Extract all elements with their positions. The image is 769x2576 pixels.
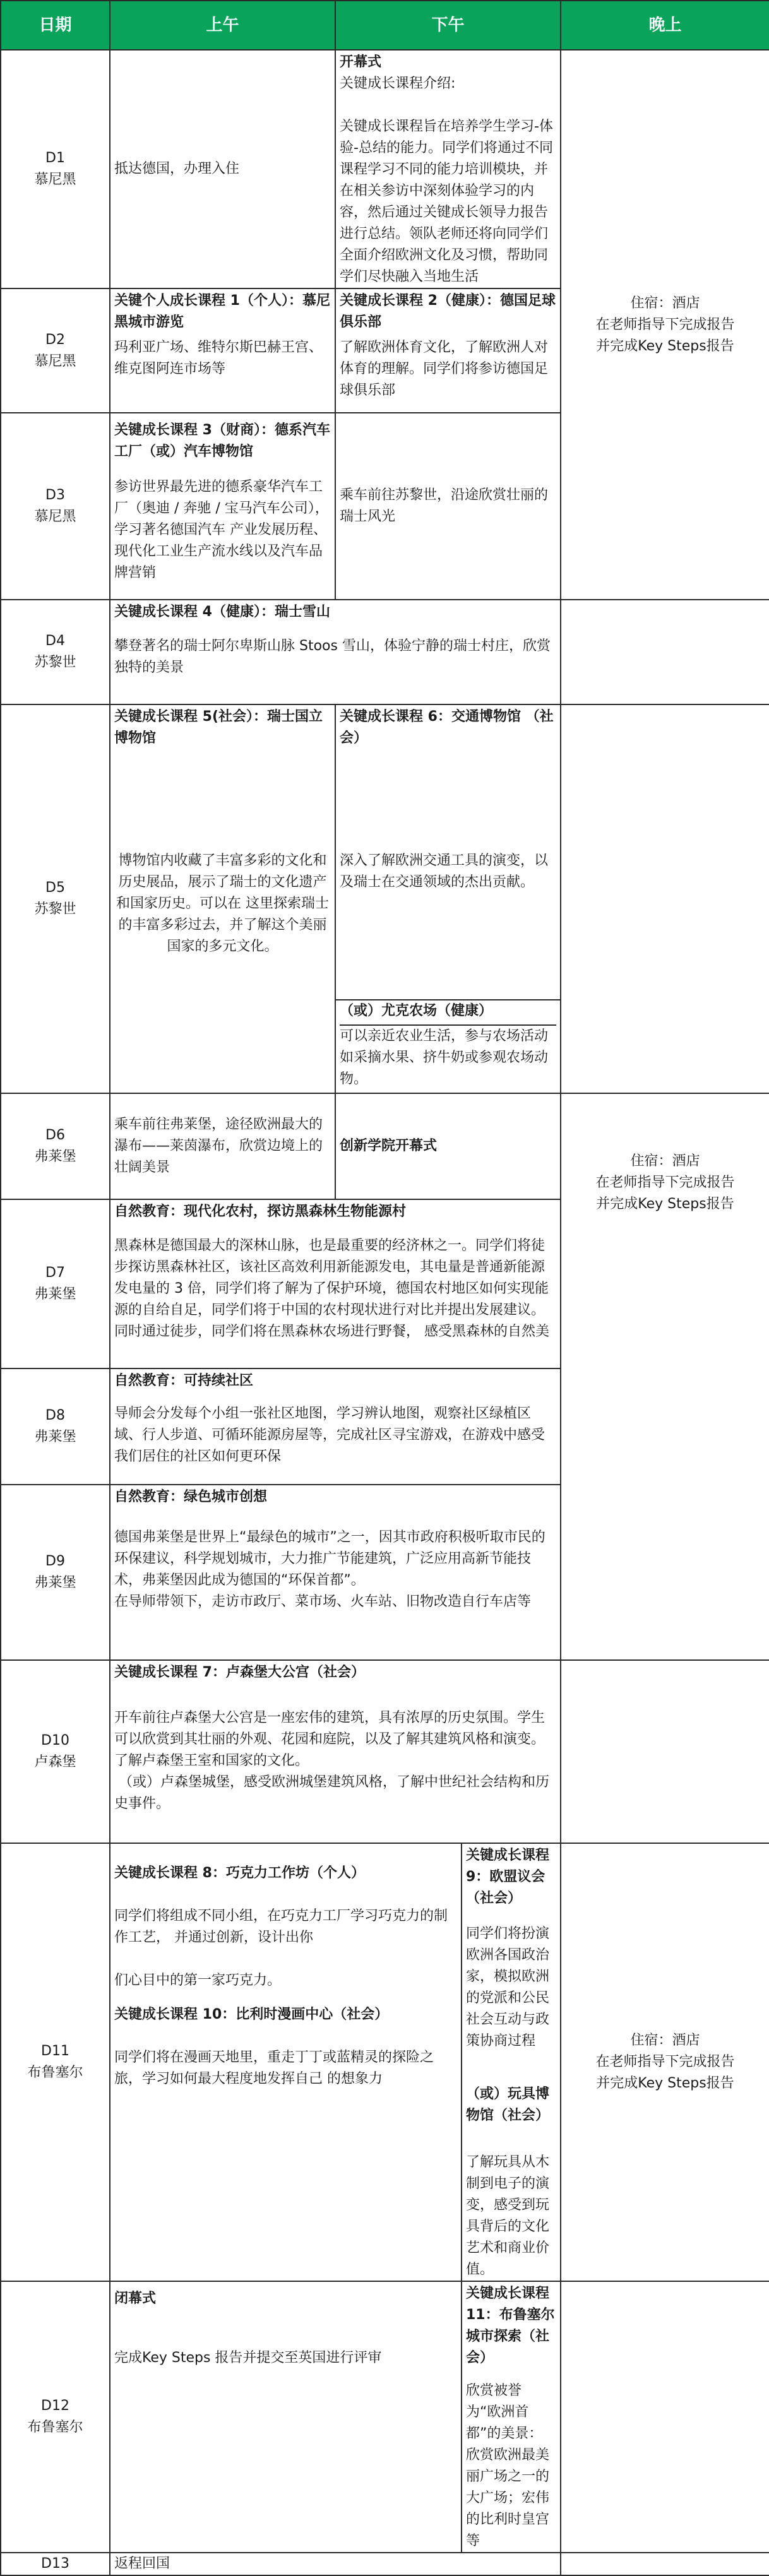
- pm-cell: [335, 413, 561, 600]
- pm-cell: [335, 1093, 561, 1199]
- day-row-d11: [1, 1843, 769, 2281]
- activity-title: 自然教育：可持续社区: [114, 1373, 254, 1389]
- day-cell: [1, 1093, 110, 1199]
- pm-body: 同学们将扮演欧洲各国政治家，模拟欧洲的党派和公民社会互动与政策协商过程: [466, 1926, 550, 2049]
- am-cell: [110, 288, 335, 413]
- am-cell: [110, 50, 335, 288]
- full-day-cell: [110, 2553, 561, 2575]
- pm-body: 乘车前往苏黎世，沿途欣赏壮丽的瑞士风光: [340, 487, 549, 525]
- am-body: 玛利亚广场、维特尔斯巴赫王宫、维克图阿连市场等: [114, 340, 323, 377]
- pm-body: 关键成长课程介绍: 关键成长课程旨在培养学生学习-体验-总结的能力。同学们将通过不同课程学习不同的能力培训模块，并在相关参访中深刻体验学习的内容，然后通过关键成长领导力报告进行总结。领队老师还将向同学们全面介绍欧洲文化及习惯，帮助同学们尽快融入当地生活: [340, 76, 553, 285]
- pm-alt-body: 可以亲近农业生活，参与农场活动如采摘水果、挤牛奶或参观农场动物。: [340, 1028, 549, 1087]
- am-body: 完成Key Steps 报告并提交至英国进行评审: [114, 2350, 382, 2366]
- am-body: 乘车前往弗莱堡，途径欧洲最大的瀑布——莱茵瀑布，欣赏边境上的壮阔美景: [114, 1117, 323, 1175]
- day-city: 布鲁塞尔: [27, 2065, 83, 2080]
- evening-cell: [561, 1093, 769, 1660]
- day-row-d1: [1, 50, 769, 288]
- evening-cell-empty: [561, 600, 769, 704]
- evening-cell: [561, 50, 769, 600]
- evening-note: 住宿：酒店 在老师指导下完成报告 并完成Key Steps报告: [595, 1153, 735, 1212]
- activity-body: 导师会分发每个小组一张社区地图，学习辨认地图，观察社区绿植区域、行人步道、可循环能源房屋等，完成社区寻宝游戏，在游戏中感受我们居住的社区如何更环保: [114, 1406, 545, 1464]
- full-day-cell: [110, 1199, 561, 1368]
- evening-cell-empty: [561, 704, 769, 1093]
- day-cell: [1, 288, 110, 413]
- am-cell: [110, 704, 335, 1093]
- day-city: 弗莱堡: [34, 1286, 76, 1302]
- day-row-d10: [1, 1660, 769, 1843]
- day-city: 弗莱堡: [34, 1149, 76, 1165]
- day-code: D9: [45, 1553, 65, 1569]
- day-city: 慕尼黑: [34, 353, 76, 369]
- day-row-d6: [1, 1093, 769, 1199]
- am-title-2: 关键成长课程 10：比利时漫画中心（社会）: [114, 2007, 389, 2022]
- activity-body: 攀登著名的瑞士阿尔卑斯山脉 Stoos 雪山，体验宁静的瑞士村庄，欣赏独特的美景: [114, 638, 551, 675]
- day-cell: [1, 1199, 110, 1368]
- day-code: D2: [45, 331, 65, 348]
- header-pm: 下午: [335, 1, 561, 50]
- day-cell: [1, 2281, 110, 2553]
- evening-cell-empty: [561, 2553, 769, 2575]
- activity-title: 关键成长课程 7：卢森堡大公宫（社会）: [114, 1665, 365, 1680]
- full-day-cell: [110, 600, 561, 704]
- day-city: 弗莱堡: [34, 1429, 76, 1445]
- header-evening: 晚上: [561, 1, 769, 50]
- day-cell: [1, 1485, 110, 1660]
- am-cell: [110, 413, 335, 600]
- day-city: 慕尼黑: [34, 172, 76, 187]
- day-code: D3: [45, 487, 65, 503]
- activity-body: 德国弗莱堡是世界上“最绿色的城市”之一，因其市政府积极听取市民的环保建议，科学规划城市，大力推广节能建筑，广泛应用高新节能技术，弗莱堡因此成为德国的“环保首都”。 在导师带领下，走访市政厅、菜市场、火车站、旧物改造自行车店等: [114, 1529, 545, 1610]
- evening-note: 住宿：酒店 在老师指导下完成报告 并完成Key Steps报告: [595, 2033, 735, 2091]
- pm-cell: [335, 288, 561, 413]
- activity-title: 关键成长课程 4（健康）：瑞士雪山: [114, 604, 330, 620]
- pm-title-2: （或）玩具博物馆（社会）: [466, 2086, 550, 2123]
- header-am: 上午: [110, 1, 335, 50]
- pm-alt-title: （或）尤克农场（健康）: [340, 1000, 556, 1026]
- day-code: D10: [41, 1733, 69, 1748]
- evening-cell-empty: [561, 2281, 769, 2553]
- day-code: D8: [45, 1408, 65, 1423]
- pm-title: 关键成长课程 6：交通博物馆 （社会）: [340, 709, 554, 746]
- activity-title: 自然教育：现代化农村，探访黑森林生物能源村: [114, 1204, 407, 1220]
- day-code: D12: [41, 2398, 69, 2414]
- am-body: 参访世界最先进的德系豪华汽车工厂（奥迪 / 奔驰 / 宝马汽车公司），学习著名德国汽车 产业发展历程、现代化工业生产流水线以及汽车品牌营销: [114, 479, 329, 581]
- am-cell: [110, 1843, 462, 2281]
- day-city: 布鲁塞尔: [27, 2419, 83, 2435]
- day-cell: [1, 1368, 110, 1485]
- activity-body: 开车前往卢森堡大公宫是一座宏伟的建筑，具有浓厚的历史氛围。学生可以欣赏到其壮丽的外观、花园和庭院，以及了解其建筑风格和演变。了解卢森堡王室和国家的文化。 （或）卢森堡城堡，感受欧洲城堡建筑风格，了解中世纪社会结构和历史事件。: [114, 1710, 550, 1812]
- pm-title: 关键成长课程 2（健康）：德国足球俱乐部: [340, 293, 556, 330]
- day-cell: [1, 413, 110, 600]
- activity-body: 黑森林是德国最大的深林山脉，也是最重要的经济林之一。同学们将徒步探访黑森林社区，该社区高效利用新能源发电，其电量是普通新能源发电量的 3 倍，同学们将了解为了保护环境，德国农村地区如何实现能源的自给自足，同学们将于中国的农村现状进行对比并提出发展建议。同时通过徒步，同学们将在黑森林农场进行野餐， 感受黑森林的自然美: [114, 1238, 549, 1339]
- header-row: [1, 1, 769, 50]
- activity-body: 返程回国: [114, 2556, 170, 2572]
- am-title: 关键成长课程 3（财商）：德系汽车工厂（或）汽车博物馆: [114, 422, 330, 460]
- evening-cell: [561, 1843, 769, 2281]
- day-code: D4: [45, 633, 65, 649]
- pm-body-2: 了解玩具从木制到电子的演变，感受到玩具背后的文化艺术和商业价值。: [466, 2154, 550, 2277]
- pm-body: 了解欧洲体育文化，了解欧洲人对体育的理解。同学们将参访德国足球俱乐部: [340, 340, 549, 398]
- am-title: 关键个人成长课程 1（个人）：慕尼黑城市游览: [114, 293, 330, 330]
- day-code: D7: [45, 1265, 65, 1281]
- am-body: 博物馆内收藏了丰富多彩的文化和历史展品，展示了瑞士的文化遗产和国家历史。可以在 这里探索瑞士的丰富多彩过去，并了解这个美丽国家的多元文化。: [116, 853, 329, 954]
- day-row-d5: [1, 704, 769, 1093]
- pm-title: 关键成长课程 11：布鲁塞尔城市探索（社会）: [466, 2286, 555, 2366]
- am-cell: [110, 2281, 462, 2553]
- day-city: 苏黎世: [34, 655, 76, 670]
- evening-cell-empty: [561, 1660, 769, 1843]
- am-title: 关键成长课程 8：巧克力工作坊（个人）: [114, 1865, 365, 1881]
- full-day-cell: [110, 1660, 561, 1843]
- pm-title: 开幕式: [340, 54, 382, 70]
- day-city: 弗莱堡: [34, 1575, 76, 1591]
- full-day-cell: [110, 1485, 561, 1660]
- am-title: 闭幕式: [114, 2291, 157, 2306]
- pm-title: 创新学院开幕式: [340, 1138, 438, 1154]
- day-row-d12: [1, 2281, 769, 2553]
- day-code: D6: [45, 1127, 65, 1143]
- day-code: D5: [45, 880, 65, 896]
- header-date: 日期: [1, 1, 110, 50]
- am-body-2: 同学们将在漫画天地里，重走丁丁或蓝精灵的探险之旅，学习如何最大程度地发挥自己 的想象力: [114, 2050, 434, 2087]
- pm-cell: [335, 704, 561, 1093]
- day-row-d4: [1, 600, 769, 704]
- am-title: 关键成长课程 5(社会）：瑞士国立博物馆: [114, 709, 323, 746]
- evening-note: 住宿：酒店 在老师指导下完成报告 并完成Key Steps报告: [595, 295, 735, 354]
- am-body: 抵达德国，办理入住: [114, 161, 240, 177]
- day-code: D11: [41, 2043, 69, 2059]
- activity-title: 自然教育：绿色城市创想: [114, 1489, 268, 1505]
- pm-alt-block: [336, 999, 560, 1090]
- day-city: 慕尼黑: [34, 509, 76, 525]
- full-day-cell: [110, 1368, 561, 1485]
- day-cell: [1, 2553, 110, 2575]
- day-cell: [1, 1660, 110, 1843]
- pm-cell: [335, 50, 561, 288]
- day-cell: [1, 1843, 110, 2281]
- day-cell: [1, 600, 110, 704]
- pm-title: 关键成长课程 9：欧盟议会（社会）: [466, 1848, 550, 1906]
- day-row-d13: [1, 2553, 769, 2575]
- pm-body: 深入了解欧洲交通工具的演变，以及瑞士在交通领域的杰出贡献。: [340, 853, 549, 890]
- pm-cell: [462, 1843, 561, 2281]
- pm-body: 欣赏被誉为“欧洲首都”的美景：欣赏欧洲最美丽广场之一的大广场；宏伟的比利时皇宫 等: [466, 2383, 550, 2549]
- day-cell: [1, 50, 110, 288]
- day-cell: [1, 704, 110, 1093]
- day-city: 卢森堡: [34, 1754, 76, 1770]
- day-code: D13: [41, 2556, 69, 2572]
- am-cell: [110, 1093, 335, 1199]
- day-code: D1: [45, 150, 65, 166]
- am-body: 同学们将组成不同小组，在巧克力工厂学习巧克力的制作工艺， 并通过创新，设计出你 们心目中的第一家巧克力。: [114, 1908, 448, 1988]
- pm-cell: [462, 2281, 561, 2553]
- day-city: 苏黎世: [34, 901, 76, 917]
